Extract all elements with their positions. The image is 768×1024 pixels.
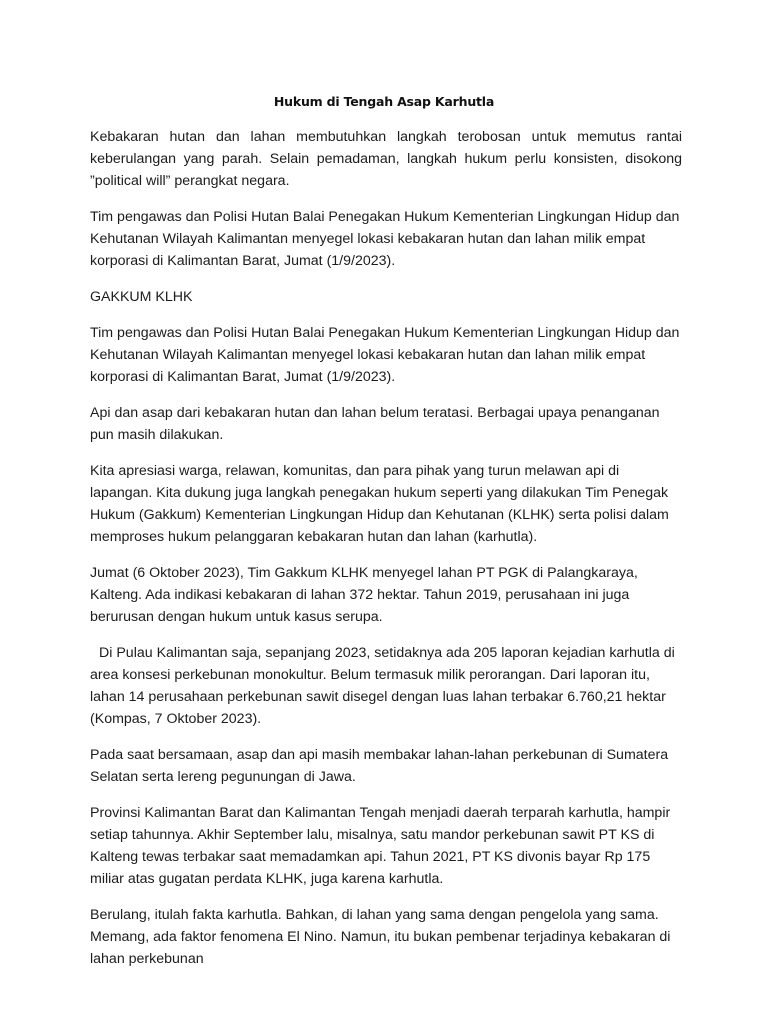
paragraph-sumatera-jawa: Pada saat bersamaan, asap dan api masih membakar lahan-lahan perkebunan di Sumatera Selatan serta lereng pegunungan di Jawa. [90,747,669,785]
paragraph-provinces: Provinsi Kalimantan Barat dan Kalimantan Tengah menjadi daerah terparah karhutla, hampir setiap tahunnya. Akhir September lalu, misalnya, satu mandor perkebunan sawit PT KS di Kalteng tewas terbakar saat memadamkan api. Tahun 2021, PT KS divonis bayar Rp 175 miliar atas gugatan perdata KLHK, juga karena karhutla. [90,805,671,887]
paragraph-photo-credit: GAKKUM KLHK [90,289,193,305]
paragraph-photo-caption: Tim pengawas dan Polisi Hutan Balai Penegakan Hukum Kementerian Lingkungan Hidup dan Kehutanan Wilayah Kalimantan menyegel lokasi kebakaran hutan dan lahan milik empat korporasi di Kalimantan Barat, Jumat (1/9/2023). [90,209,680,269]
paragraph-kalimantan-reports: Di Pulau Kalimantan saja, sepanjang 2023, setidaknya ada 205 laporan kejadian karhutla di area konsesi perkebunan monokultur. Belum termasuk milik perorangan. Dari laporan itu, lahan 14 perusahaan perkebunan sawit disegel dengan luas lahan terbakar 6.760,21 hektar (Kompas, 7 Oktober 2023). [90,645,675,727]
article-title: Hukum di Tengah Asap Karhutla [273,94,495,109]
article-body [90,126,682,984]
paragraph-pt-pgk: Jumat (6 Oktober 2023), Tim Gakkum KLHK menyegel lahan PT PGK di Palangkaraya, Kalteng. Ada indikasi kebakaran di lahan 372 hektar. Tahun 2019, perusahaan ini juga berurusan dengan hukum untuk kasus serupa. [90,565,638,625]
paragraph-caption-repeat: Tim pengawas dan Polisi Hutan Balai Penegakan Hukum Kementerian Lingkungan Hidup dan Kehutanan Wilayah Kalimantan menyegel lokasi kebakaran hutan dan lahan milik empat korporasi di Kalimantan Barat, Jumat (1/9/2023). [90,325,680,385]
paragraph-lead: Kebakaran hutan dan lahan membutuhkan langkah terobosan untuk memutus rantai keberulangan yang parah. Selain pemadaman, langkah hukum perlu konsisten, disokong ”political will” perangkat negara. [90,129,682,189]
paragraph-fire-status: Api dan asap dari kebakaran hutan dan lahan belum teratasi. Berbagai upaya penanganan pun masih dilakukan. [90,405,660,443]
paragraph-appreciation: Kita apresiasi warga, relawan, komunitas, dan para pihak yang turun melawan api di lapangan. Kita dukung juga langkah penegakan hukum seperti yang dilakukan Tim Penegak Hukum (Gakkum) Kementerian Lingkungan Hidup dan Kehutanan (KLHK) serta polisi dalam memproses hukum pelanggaran kebakaran hutan dan lahan (karhutla). [90,463,669,545]
paragraph-recurring: Berulang, itulah fakta karhutla. Bahkan, di lahan yang sama dengan pengelola yang sama. Memang, ada faktor fenomena El Nino. Namun, itu bukan pembenar terjadinya kebakaran di lahan perkebunan [90,907,671,967]
